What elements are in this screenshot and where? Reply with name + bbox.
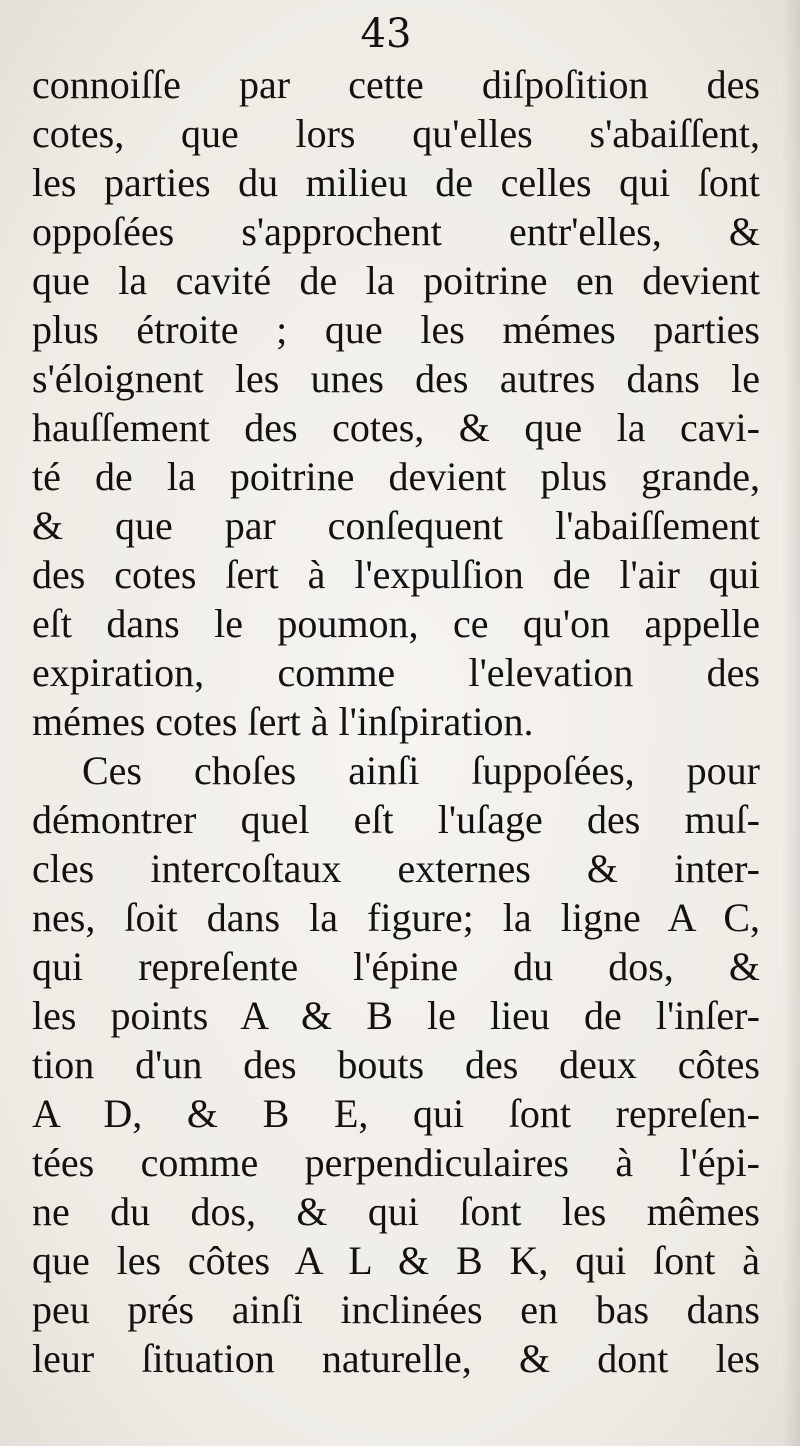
text-line: les parties du milieu de celles qui ſont (32, 160, 760, 205)
body-text (32, 60, 760, 1383)
text-line: plus étroite ; que les mémes parties (32, 307, 760, 352)
text-line: s'éloignent les unes des autres dans le (32, 356, 760, 401)
text-line: tées comme perpendiculaires à l'épi- (32, 1140, 760, 1185)
text-line: hauſſement des cotes, & que la cavi- (32, 405, 760, 450)
text-line: cotes, que lors qu'elles s'abaiſſent, (32, 111, 760, 156)
text-line: nes, ſoit dans la figure; la ligne A C, (32, 895, 760, 940)
text-line: tion d'un des bouts des deux côtes (32, 1042, 760, 1087)
text-line: leur ſituation naturelle, & dont les (32, 1336, 760, 1381)
text-line: les points A & B le lieu de l'inſer- (32, 993, 760, 1038)
paragraph-start-line: Ces choſes ainſi ſuppoſées, pour (82, 748, 760, 793)
text-line: que les côtes A L & B K, qui ſont à (32, 1238, 760, 1283)
text-line: oppoſées s'approchent entr'elles, & (32, 209, 760, 254)
text-line: des cotes ſert à l'expulſion de l'air qui (32, 552, 760, 597)
text-line: expiration, comme l'elevation des (32, 650, 760, 695)
page-number: 43 (360, 11, 412, 57)
text-line: peu prés ainſi inclinées en bas dans (32, 1287, 760, 1332)
text-line: & que par conſequent l'abaiſſement (32, 503, 760, 548)
text-line: eſt dans le poumon, ce qu'on appelle (32, 601, 760, 646)
text-line: qui repreſente l'épine du dos, & (32, 944, 760, 989)
page-edge-shadow (782, 0, 800, 1446)
text-line: que la cavité de la poitrine en devient (32, 258, 760, 303)
text-line: cles intercoſtaux externes & inter- (32, 846, 760, 891)
text-line: A D, & B E, qui ſont repreſen- (32, 1091, 760, 1136)
text-line: connoiſſe par cette diſpoſition des (32, 62, 760, 107)
text-line: ne du dos, & qui ſont les mêmes (32, 1189, 760, 1234)
text-line: té de la poitrine devient plus grande, (32, 454, 760, 499)
text-line: démontrer quel eſt l'uſage des muſ- (32, 797, 760, 842)
paragraph-end-line: mémes cotes ſert à l'inſpiration. (32, 699, 534, 744)
